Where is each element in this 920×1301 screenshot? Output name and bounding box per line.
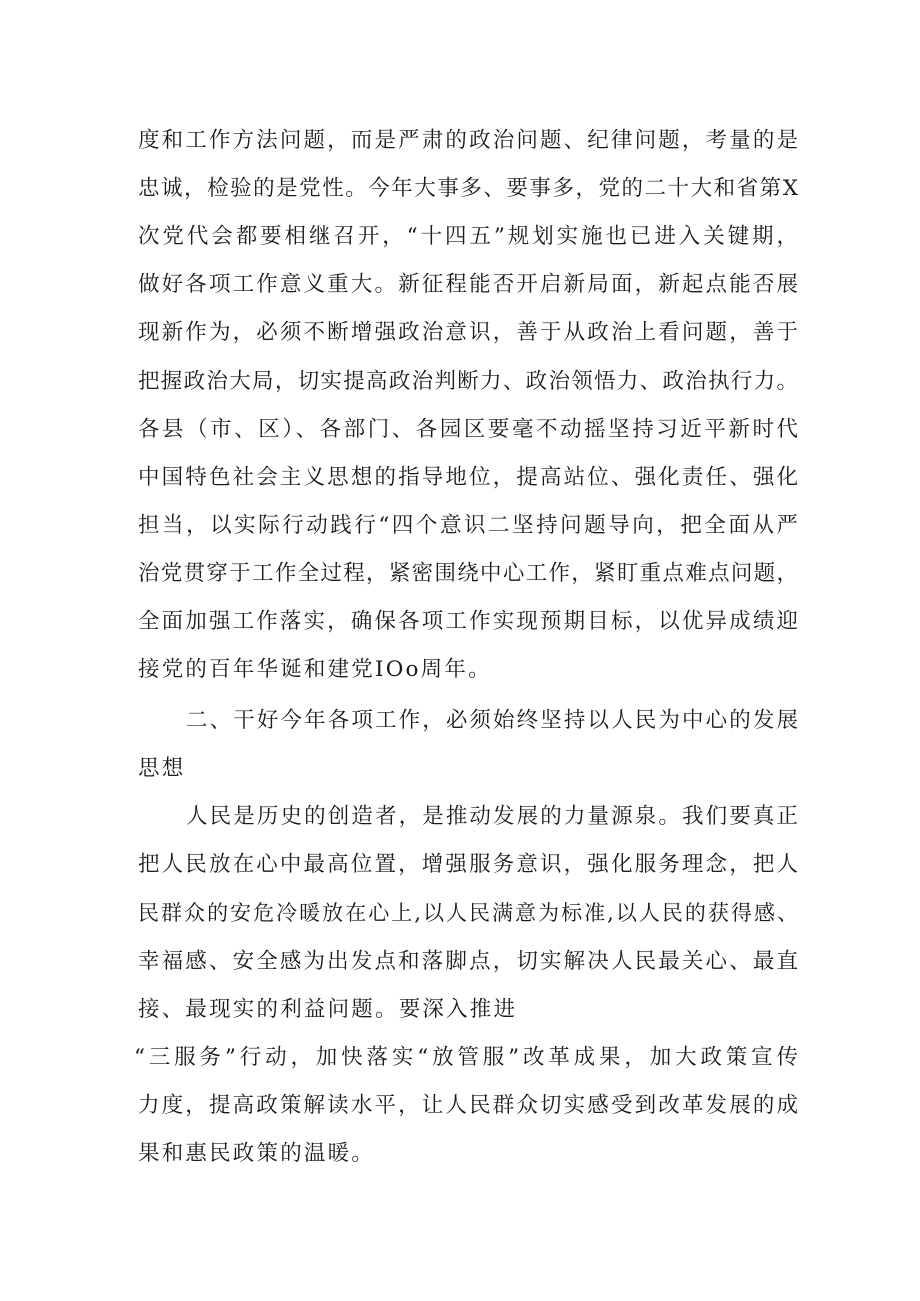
body-text-line: 现新作为，必须不断增强政治意识，善于从政治上看问题，善于	[138, 320, 798, 345]
body-text-line: 民群众的安危冷暖放在心上,以人民满意为标准,以人民的获得感、	[138, 901, 798, 925]
body-text-line: 治党贯穿于工作全过程，紧密围绕中心工作，紧盯重点难点问题，	[138, 561, 798, 586]
body-text-line: 把人民放在心中最高位置，增强服务意识，强化服务理念，把人	[138, 852, 798, 877]
body-text-line: “三服务”行动，加快落实“放管服”改革成果，加大政策宣传	[134, 1045, 798, 1070]
body-text-line: 次党代会都要相继召开，“十四五”规划实施也已进入关键期，	[138, 224, 798, 249]
body-text-line: 接、最现实的利益问题。要深入推进	[138, 997, 518, 1022]
body-text-line: 各县（市、区）、各部门、各园区要毫不动摇坚持习近平新时代	[138, 417, 798, 442]
body-text-line: 忠诚，检验的是党性。今年大事多、要事多，党的二十大和省第X	[138, 176, 798, 201]
section-heading: 二、干好今年各项工作，必须始终坚持以人民为中心的发展	[186, 708, 798, 733]
body-text-line: 担当，以实际行动践行“四个意识二坚持问题导向，把全面从严	[138, 513, 798, 538]
body-text-line: 接党的百年华诞和建党IOo周年。	[138, 657, 492, 682]
body-text-line: 度和工作方法问题，而是严肃的政治问题、纪律问题，考量的是	[138, 128, 798, 153]
body-text-line: 果和惠民政策的温暖。	[138, 1141, 376, 1166]
body-text-line: 做好各项工作意义重大。新征程能否开启新局面，新起点能否展	[138, 272, 798, 297]
body-text-line: 把握政治大局，切实提高政治判断力、政治领悟力、政治执行力。	[138, 369, 798, 394]
body-text-line: 人民是历史的创造者，是推动发展的力量源泉。我们要真正	[186, 804, 798, 829]
body-text-line: 全面加强工作落实，确保各项工作实现预期目标，以优异成绩迎	[138, 609, 798, 634]
section-heading-continued: 思想	[138, 756, 186, 781]
body-text-line: 中国特色社会主义思想的指导地位，提高站位、强化责任、强化	[138, 465, 798, 490]
body-text-line: 力度，提高政策解读水平，让人民群众切实感受到改革发展的成	[138, 1093, 798, 1118]
body-text-line: 幸福感、安全感为出发点和落脚点，切实解决人民最关心、最直	[138, 949, 798, 974]
